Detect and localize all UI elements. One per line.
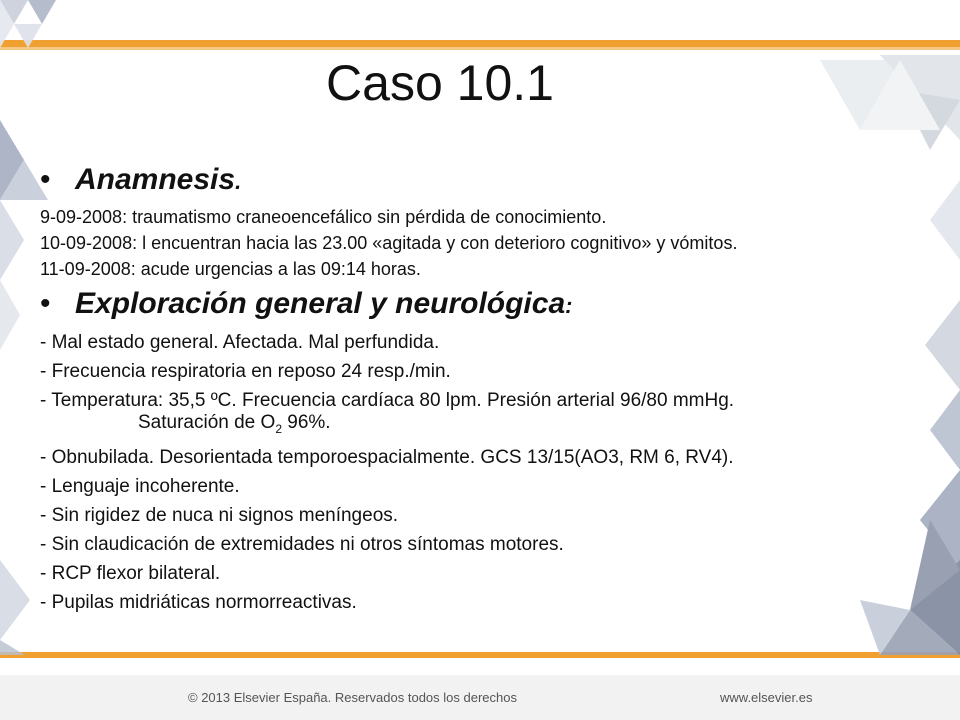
footer-copyright: © 2013 Elsevier España. Reservados todos los derechos [188,690,517,705]
top-accent-bar-shadow [0,47,960,50]
exploration-line-vitals [40,390,940,440]
bullet-icon: • [40,287,51,320]
anamnesis-line: 10-09-2008: l encuentran hacia las 23.00 «agitada y con deterioro cognitivo» y vómitos. [40,233,738,253]
exploration-heading [40,286,940,324]
exploration-line: - Obnubilada. Desorientada temporoespacialmente. GCS 13/15(AO3, RM 6, RV4). [40,446,734,468]
anamnesis-line: 9-09-2008: traumatismo craneoencefálico sin pérdida de conocimiento. [40,207,607,227]
exploration-line: - RCP flexor bilateral. [40,562,221,584]
top-accent-bar [0,40,960,47]
saturation-suffix: 96%. [282,412,331,433]
slide-title: Caso 10.1 [326,55,554,111]
saturation-subscript: 2 [275,421,282,436]
exploration-heading-tail: : [565,293,573,318]
anamnesis-line: 11-09-2008: acude urgencias a las 09:14 horas. [40,259,421,279]
bottom-accent-bar [0,652,960,658]
triangle-pattern-bottom-left [0,560,30,655]
footer-url[interactable]: www.elsevier.es [720,690,813,705]
slide-content [40,162,940,614]
exploration-line: - Mal estado general. Afectada. Mal perfundida. [40,332,440,353]
saturation-prefix: Saturación de O [138,412,276,433]
bullet-icon: • [40,163,51,196]
vitals-text: - Temperatura: 35,5 ºC. Frecuencia cardíaca 80 lpm. Presión arterial 96/80 mmHg. [40,390,735,411]
exploration-line: - Sin rigidez de nuca ni signos meníngeos. [40,504,399,526]
anamnesis-heading [40,162,940,200]
exploration-line: - Lenguaje incoherente. [40,475,240,497]
exploration-heading-text: Exploración general y neurológica [75,287,566,320]
exploration-line: - Frecuencia respiratoria en reposo 24 resp./min. [40,361,451,382]
exploration-line: - Pupilas midriáticas normorreactivas. [40,591,357,613]
anamnesis-heading-tail: . [235,169,242,194]
anamnesis-heading-text: Anamnesis [75,163,236,196]
exploration-line: - Sin claudicación de extremidades ni otros síntomas motores. [40,533,564,555]
